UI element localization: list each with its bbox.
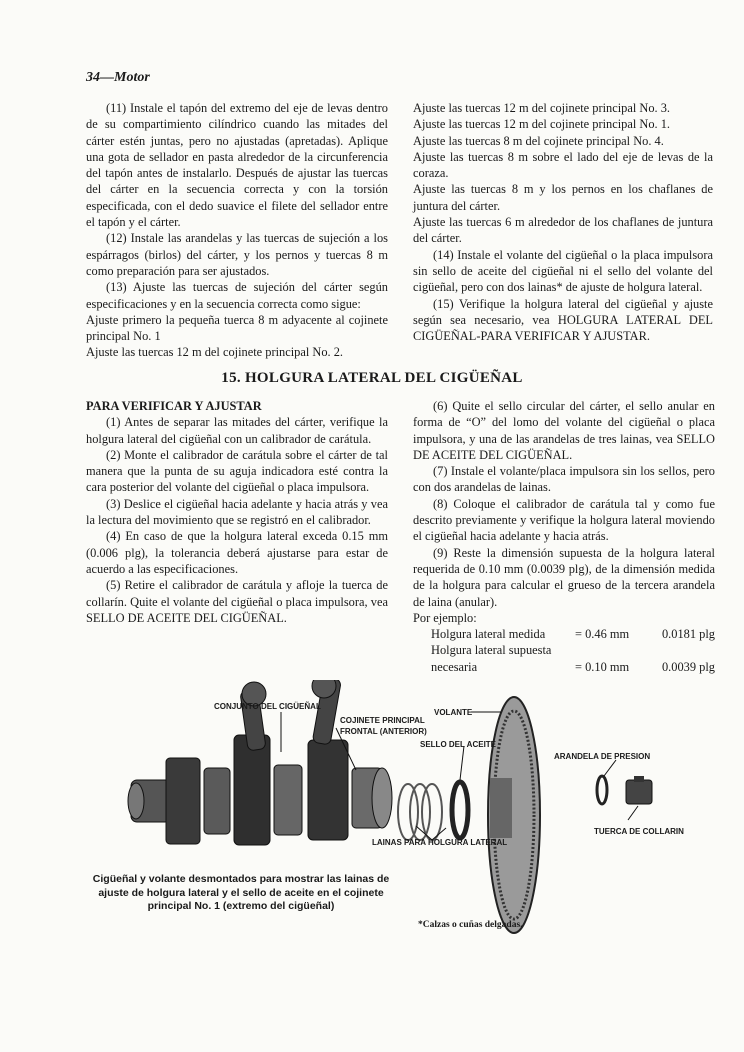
paragraph: Ajuste las tuercas 8 m y los pernos en los chaflanes de juntura del cárter. xyxy=(413,182,713,213)
paragraph: (14) Instale el volante del cigüeñal o la placa impulsora sin sello de aceite del cigüeñal ni el sello del volante del cigüeñal, pero con dos lainas* de ajuste de holgura lateral. xyxy=(413,247,713,295)
table-cell xyxy=(653,642,715,658)
bottom-right-column xyxy=(413,398,715,675)
paragraph: Ajuste las tuercas 12 m del cojinete principal No. 2. xyxy=(86,345,344,360)
paragraph: (12) Instale las arandelas y las tuercas de sujeción a los espárragos (birlos) del cárter, y los pernos y tuercas 8 m como preparación para ser ajustados. xyxy=(86,231,388,278)
example-table xyxy=(431,626,715,675)
label-tuerca: TUERCA DE COLLARIN xyxy=(594,827,684,836)
label-cojinete-frontal: FRONTAL (ANTERIOR) xyxy=(340,727,427,736)
table-cell: Holgura lateral medida xyxy=(431,627,546,642)
label-conjunto: CONJUNTO DEL CIGÜEÑAL xyxy=(214,702,321,711)
paragraph: (2) Monte el calibrador de carátula sobre el cárter de tal manera que la punta de su aguja indicadora esté contra la cara posterior del volante del cigüeñal o placa impulsora. xyxy=(86,447,388,495)
table-row xyxy=(431,626,715,642)
paragraph: Ajuste las tuercas 8 m del cojinete principal No. 4. xyxy=(413,133,664,148)
subheading: PARA VERIFICAR Y AJUSTAR xyxy=(86,399,262,413)
paragraph: Ajuste las tuercas 8 m sobre el lado del eje de levas de la coraza. xyxy=(413,149,713,181)
paragraph: Por ejemplo: xyxy=(413,610,477,625)
paragraph: Ajuste primero la pequeña tuerca 8 m adyacente al cojinete principal No. 1 xyxy=(86,312,388,344)
paragraph: (11) Instale el tapón del extremo del eje de levas dentro de su compartimiento cilíndrico cuando las mitades del cárter estén juntas, pero no ajustadas (apretadas). Aplique una gota de sellador en pasta alrededor de la circunferencia del tapón antes de instalarlo. Después de ajustar las tuercas del cárter en la secuencia correcta y con la torsión especificada, con el dedo suavice el filete del sellador entre el tapón y el cárter. xyxy=(86,101,388,230)
table-cell: = 0.46 mm xyxy=(575,627,630,642)
paragraph: (15) Verifique la holgura lateral del cigüeñal y ajuste según sea necesario, vea HOLGURA LATERAL DEL CIGÜEÑAL-PARA VERIFICAR Y AJUSTAR. xyxy=(413,296,713,344)
paragraph: (5) Retire el calibrador de carátula y afloje la tuerca de collarín. Quite el volante del cigüeñal o placa impulsora, vea SELLO DE ACEITE DEL CIGÜEÑAL. xyxy=(86,578,388,625)
paragraph: Ajuste las tuercas 12 m del cojinete principal No. 3. xyxy=(413,101,671,115)
top-right-column xyxy=(413,100,713,344)
paragraph: (1) Antes de separar las mitades del cárter, verifique la holgura lateral del cigüeñal con un calibrador de carátula. xyxy=(86,415,388,446)
footnote: *Calzas o cuñas delgadas. xyxy=(418,920,523,930)
paragraph: (13) Ajuste las tuercas de sujeción del cárter según especificaciones y en la secuencia correcta como sigue: xyxy=(86,280,388,311)
table-row xyxy=(431,642,715,658)
paragraph: (8) Coloque el calibrador de carátula tal y como fue descrito previamente y verifique la holgura lateral moviendo el cigüeñal hacia adelante y hacia atrás. xyxy=(413,496,715,544)
label-volante: VOLANTE xyxy=(434,708,473,717)
label-cojinete-principal: COJINETE PRINCIPAL xyxy=(340,716,425,725)
label-lainas: LAINAS PARA HOLGURA LATERAL xyxy=(372,838,508,847)
table-cell: = 0.10 mm xyxy=(575,659,630,674)
paragraph: (4) En caso de que la holgura lateral exceda 0.15 mm (0.006 plg), la tolerancia deberá ajustarse para estar de acuerdo a las especificaciones. xyxy=(86,529,388,576)
page-header: 34—Motor xyxy=(86,70,150,85)
table-cell: Holgura lateral supuesta xyxy=(431,643,552,658)
figure-caption: Cigüeñal y volante desmontados para mostrar las lainas de ajuste de holgura lateral y el sello de aceite en el cojinete principal No. 1 (extremo del cigüeñal) xyxy=(92,873,390,912)
table-row xyxy=(431,659,715,675)
paragraph: Ajuste las tuercas 12 m del cojinete principal No. 1. xyxy=(413,117,671,132)
top-left-column xyxy=(86,100,388,361)
section-title: 15. HOLGURA LATERAL DEL CIGÜEÑAL xyxy=(221,370,523,386)
table-cell xyxy=(575,642,653,658)
table-cell: necesaria xyxy=(431,659,478,674)
paragraph: (3) Deslice el cigüeñal hacia adelante y hacia atrás y vea la lectura del movimiento que se registró en el calibrador. xyxy=(86,496,388,528)
paragraph: (6) Quite el sello circular del cárter, el sello anular en forma de “O” del lomo del volante del cigüeñal o placa impulsora, y una de las arandelas de tres lainas, vea SELLO DE ACEITE DEL CIGÜEÑAL. xyxy=(413,399,715,462)
paragraph: Ajuste las tuercas 6 m alrededor de los chaflanes de juntura del cárter. xyxy=(413,215,713,246)
paragraph: (7) Instale el volante/placa impulsora sin los sellos, pero con dos arandelas de lainas. xyxy=(413,464,715,495)
label-arandela: ARANDELA DE PRESION xyxy=(554,752,651,761)
bottom-left-column xyxy=(86,398,388,626)
label-sello: SELLO DEL ACEITE xyxy=(420,740,497,749)
paragraph: (9) Reste la dimensión supuesta de la holgura lateral requerida de 0.10 mm (0.0039 plg), de la dimensión medida de la holgura para calcular el grueso de la tercera arandela de laina (anular). xyxy=(413,545,715,609)
table-cell: 0.0039 plg xyxy=(661,659,715,674)
table-cell: 0.0181 plg xyxy=(661,627,715,642)
